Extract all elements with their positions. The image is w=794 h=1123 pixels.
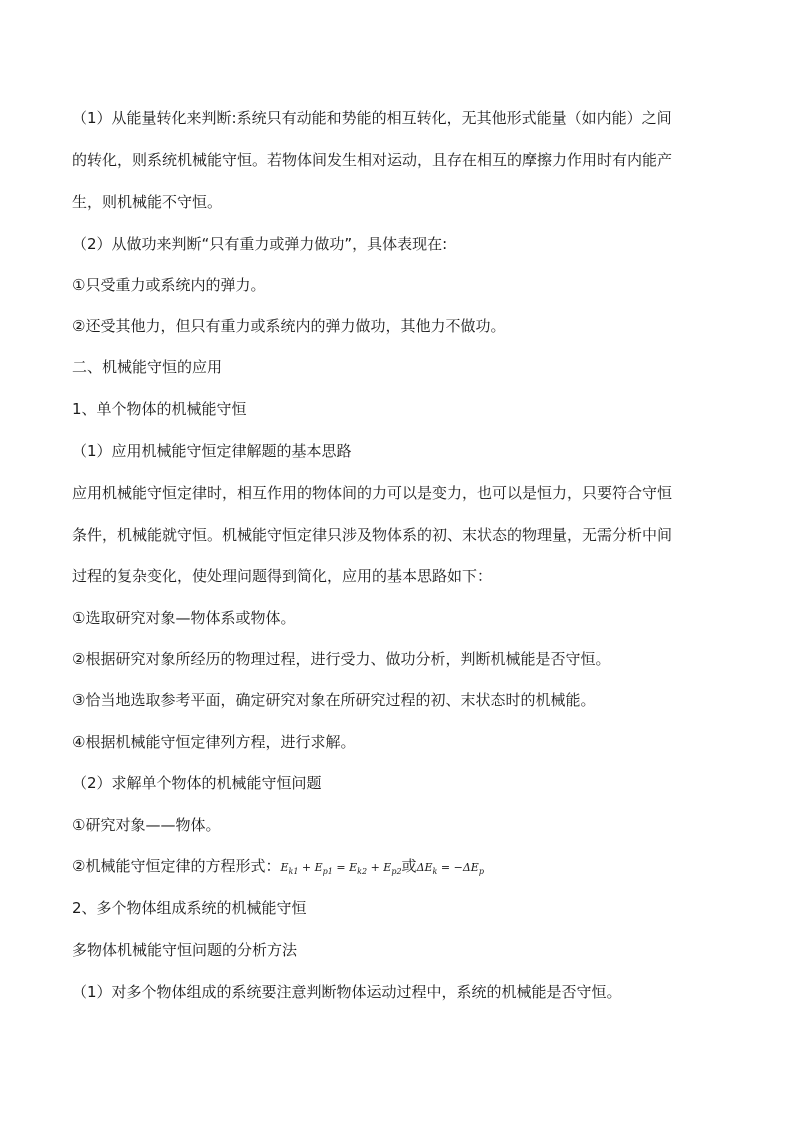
section-heading: 二、机械能守恒的应用 [72,358,223,376]
paragraph: ④根据机械能守恒定律列方程，进行求解。 [72,733,356,751]
paragraph: 的转化，则系统机械能守恒。若物体间发生相对运动，且存在相互的摩擦力作用时有内能产 [72,151,673,169]
paragraph: 条件，机械能就守恒。机械能守恒定律只涉及物体系的初、末状态的物理量，无需分析中间 [72,526,673,544]
paragraph: 应用机械能守恒定律时，相互作用的物体间的力可以是变力，也可以是恒力，只要符合守恒 [72,484,673,502]
paragraph: 过程的复杂变化，使处理问题得到简化，应用的基本思路如下： [72,567,493,585]
formula-prefix: ②机械能守恒定律的方程形式： [72,857,281,875]
paragraph: ③恰当地选取参考平面，确定研究对象在所研究过程的初、末状态时的机械能。 [72,691,596,709]
paragraph: ②还受其他力，但只有重力或系统内的弹力做功，其他力不做功。 [72,317,506,335]
paragraph: ②根据研究对象所经历的物理过程，进行受力、做功分析，判断机械能是否守恒。 [72,650,611,668]
formula-line [72,856,484,882]
paragraph: （2）求解单个物体的机械能守恒问题 [72,774,322,792]
paragraph: 生，则机械能不守恒。 [72,193,223,211]
paragraph: ①只受重力或系统内的弹力。 [72,276,266,294]
paragraph: （2）从做功来判断“只有重力或弹力做功”，具体表现在: [72,235,448,253]
subsection-heading: 2、多个物体组成系统的机械能守恒 [72,899,307,917]
paragraph: 多物体机械能守恒问题的分析方法 [72,941,298,959]
paragraph: ①选取研究对象—物体系或物体。 [72,609,296,627]
paragraph: （1）应用机械能守恒定律解题的基本思路 [72,442,352,460]
paragraph: （1）从能量转化来判断:系统只有动能和势能的相互转化，无其他形式能量（如内能）之间 [72,109,672,127]
subsection-heading: 1、单个物体的机械能守恒 [72,400,247,418]
paragraph: ①研究对象——物体。 [72,816,221,834]
energy-equation: $E_{k1} + E_{p1} = E_{k2} + E_{p2}$或$\Delta E_k = -\Delta E_p$ [280,857,484,877]
paragraph: （1）对多个物体组成的系统要注意判断物体运动过程中，系统的机械能是否守恒。 [72,983,622,1001]
